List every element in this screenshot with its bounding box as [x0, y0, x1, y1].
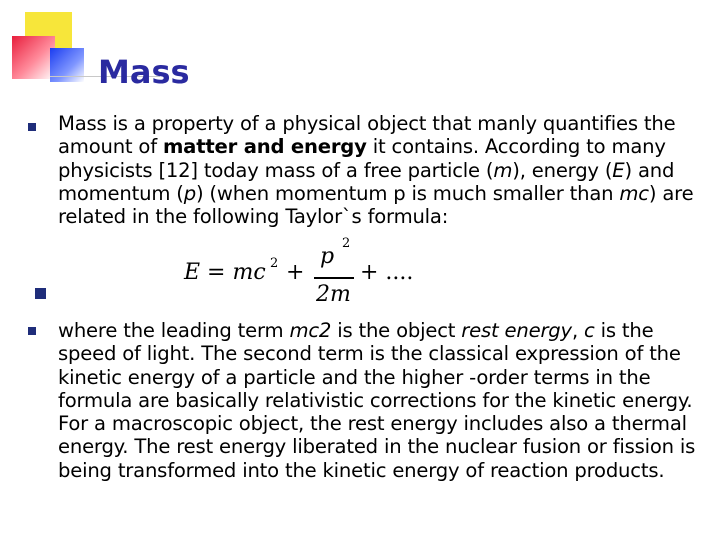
p2-text-3: is the object	[331, 319, 462, 342]
formula-c-squared: 2	[270, 256, 279, 271]
formula-p-squared: 2	[342, 236, 351, 251]
slide-logo	[0, 0, 100, 100]
bullet-formula-icon	[35, 288, 46, 299]
taylor-formula	[182, 234, 422, 310]
p2-italic-rest-energy: rest energy	[461, 319, 572, 342]
formula-plus-1: +	[286, 260, 305, 285]
p1-italic-mc: mc	[619, 181, 649, 205]
p1-italic-m: m	[493, 158, 513, 182]
slide-title: Mass	[98, 53, 190, 91]
p1-bold-matter-energy: matter and energy	[162, 135, 367, 159]
p2-text-7: is the speed of light. The second term is the classical expression of the kinetic energy of a particle and the higher -order terms in the formula are basically relativistic corrections for the kinetic energy. For a macroscopic object, the rest energy includes also a thermal energy. The rest energy liberated in the nuclear fusion or fission is being transformed into the kinetic energy of reaction products.	[58, 319, 696, 482]
formula-tail: + ....	[360, 260, 414, 285]
p2-text-1: where the leading term	[58, 319, 290, 342]
p1-italic-E: E	[612, 158, 625, 182]
p1-text-7: ) and momentum (	[58, 158, 675, 205]
formula-fraction-bar	[314, 277, 354, 279]
p1-italic-p: p	[183, 181, 196, 205]
formula-denominator: 2m	[316, 282, 351, 307]
bullet-1-icon	[28, 123, 36, 131]
p2-italic-mc2: mc2	[289, 319, 332, 342]
p2-italic-c: c	[584, 319, 595, 342]
formula-lhs: E = mc	[184, 260, 266, 285]
p2-text-5: ,	[571, 319, 584, 342]
p1-text-5: ), energy (	[512, 158, 613, 182]
p1-text-3: it contains. According to many physicists [12] today mass of a free particle (	[58, 135, 666, 182]
p1-text-11: ) are related in the following Taylor`s formula:	[58, 181, 694, 229]
paragraph-2	[58, 319, 703, 482]
paragraph-1	[58, 112, 703, 228]
p1-text-9: ) (when momentum p is much smaller than	[195, 181, 620, 205]
p1-text-1: Mass is a property of a physical object that manly quantifies the amount of	[58, 112, 676, 159]
formula-numerator: p	[320, 244, 335, 269]
logo-red-square	[12, 36, 55, 79]
bullet-2-icon	[28, 327, 36, 335]
